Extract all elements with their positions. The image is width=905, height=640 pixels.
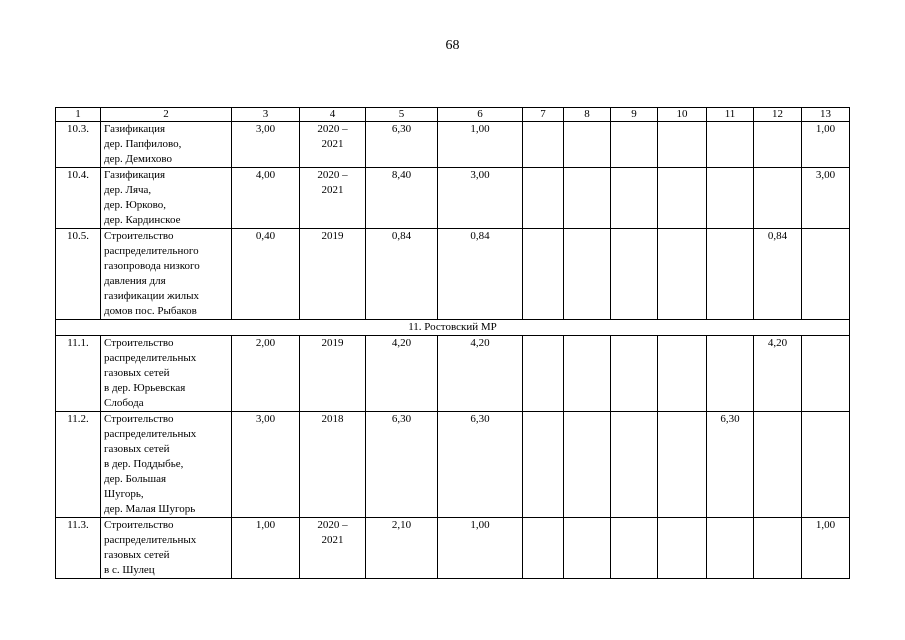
cell-col10 <box>658 518 707 579</box>
cell-col9 <box>611 229 658 320</box>
object-name: Строительство распределительного газопровода низкого давления для газификации жилых домов пос. Рыбаков <box>101 229 232 320</box>
cell-col7 <box>523 412 564 518</box>
table-row <box>56 168 850 229</box>
cell-col10 <box>658 122 707 168</box>
cell-col4: 2018 <box>300 412 366 518</box>
column-number-row <box>56 108 850 122</box>
header-cell: 5 <box>366 108 438 122</box>
object-name: Газификация дер. Ляча, дер. Юрково, дер. Кардинское <box>101 168 232 229</box>
cell-col3: 3,00 <box>232 122 300 168</box>
cell-col4: 2019 <box>300 229 366 320</box>
cell-col10 <box>658 412 707 518</box>
header-cell: 9 <box>611 108 658 122</box>
object-name: Газификация дер. Папфилово, дер. Демихово <box>101 122 232 168</box>
cell-col9 <box>611 336 658 412</box>
cell-col4: 2019 <box>300 336 366 412</box>
cell-col8 <box>564 229 611 320</box>
cell-col8 <box>564 518 611 579</box>
cell-col5: 6,30 <box>366 122 438 168</box>
cell-col13 <box>802 336 850 412</box>
cell-col10 <box>658 168 707 229</box>
table-row <box>56 518 850 579</box>
cell-col7 <box>523 518 564 579</box>
cell-col6: 4,20 <box>438 336 523 412</box>
cell-col9 <box>611 412 658 518</box>
cell-col5: 2,10 <box>366 518 438 579</box>
cell-col13: 1,00 <box>802 122 850 168</box>
cell-col6: 6,30 <box>438 412 523 518</box>
program-table <box>55 107 850 579</box>
header-cell: 4 <box>300 108 366 122</box>
cell-col3: 2,00 <box>232 336 300 412</box>
cell-col12: 4,20 <box>754 336 802 412</box>
cell-col7 <box>523 229 564 320</box>
cell-col7 <box>523 168 564 229</box>
cell-col11: 6,30 <box>707 412 754 518</box>
cell-col5: 0,84 <box>366 229 438 320</box>
cell-col11 <box>707 122 754 168</box>
cell-col4: 2020 – 2021 <box>300 518 366 579</box>
table-row <box>56 412 850 518</box>
header-cell: 1 <box>56 108 101 122</box>
cell-col9 <box>611 122 658 168</box>
header-cell: 13 <box>802 108 850 122</box>
cell-col8 <box>564 122 611 168</box>
cell-col5: 6,30 <box>366 412 438 518</box>
row-number: 11.1. <box>56 336 101 412</box>
cell-col8 <box>564 168 611 229</box>
header-cell: 2 <box>101 108 232 122</box>
cell-col6: 3,00 <box>438 168 523 229</box>
cell-col3: 4,00 <box>232 168 300 229</box>
header-cell: 11 <box>707 108 754 122</box>
cell-col10 <box>658 336 707 412</box>
cell-col4: 2020 – 2021 <box>300 122 366 168</box>
cell-col12 <box>754 122 802 168</box>
table-row <box>56 122 850 168</box>
cell-col9 <box>611 168 658 229</box>
header-cell: 8 <box>564 108 611 122</box>
object-name: Строительство распределительных газовых сетей в дер. Юрьевская Слобода <box>101 336 232 412</box>
cell-col12 <box>754 412 802 518</box>
cell-col12: 0,84 <box>754 229 802 320</box>
cell-col3: 1,00 <box>232 518 300 579</box>
cell-col11 <box>707 518 754 579</box>
cell-col5: 4,20 <box>366 336 438 412</box>
section-row <box>56 320 850 336</box>
header-cell: 6 <box>438 108 523 122</box>
table-row <box>56 229 850 320</box>
cell-col3: 3,00 <box>232 412 300 518</box>
cell-col11 <box>707 336 754 412</box>
cell-col13 <box>802 229 850 320</box>
section-title: 11. Ростовский МР <box>56 320 850 336</box>
cell-col6: 1,00 <box>438 518 523 579</box>
cell-col11 <box>707 168 754 229</box>
cell-col12 <box>754 518 802 579</box>
cell-col3: 0,40 <box>232 229 300 320</box>
cell-col13: 3,00 <box>802 168 850 229</box>
cell-col8 <box>564 412 611 518</box>
cell-col4: 2020 – 2021 <box>300 168 366 229</box>
object-name: Строительство распределительных газовых сетей в дер. Поддыбье, дер. Большая Шугорь, дер. Малая Шугорь <box>101 412 232 518</box>
cell-col12 <box>754 168 802 229</box>
header-cell: 3 <box>232 108 300 122</box>
page-number: 68 <box>445 38 460 53</box>
row-number: 10.3. <box>56 122 101 168</box>
cell-col7 <box>523 122 564 168</box>
cell-col13: 1,00 <box>802 518 850 579</box>
cell-col13 <box>802 412 850 518</box>
cell-col7 <box>523 336 564 412</box>
row-number: 10.5. <box>56 229 101 320</box>
object-name: Строительство распределительных газовых сетей в с. Шулец <box>101 518 232 579</box>
cell-col5: 8,40 <box>366 168 438 229</box>
row-number: 11.3. <box>56 518 101 579</box>
header-cell: 7 <box>523 108 564 122</box>
cell-col10 <box>658 229 707 320</box>
cell-col8 <box>564 336 611 412</box>
table-row <box>56 336 850 412</box>
cell-col9 <box>611 518 658 579</box>
row-number: 11.2. <box>56 412 101 518</box>
cell-col6: 1,00 <box>438 122 523 168</box>
cell-col11 <box>707 229 754 320</box>
cell-col6: 0,84 <box>438 229 523 320</box>
row-number: 10.4. <box>56 168 101 229</box>
header-cell: 12 <box>754 108 802 122</box>
header-cell: 10 <box>658 108 707 122</box>
